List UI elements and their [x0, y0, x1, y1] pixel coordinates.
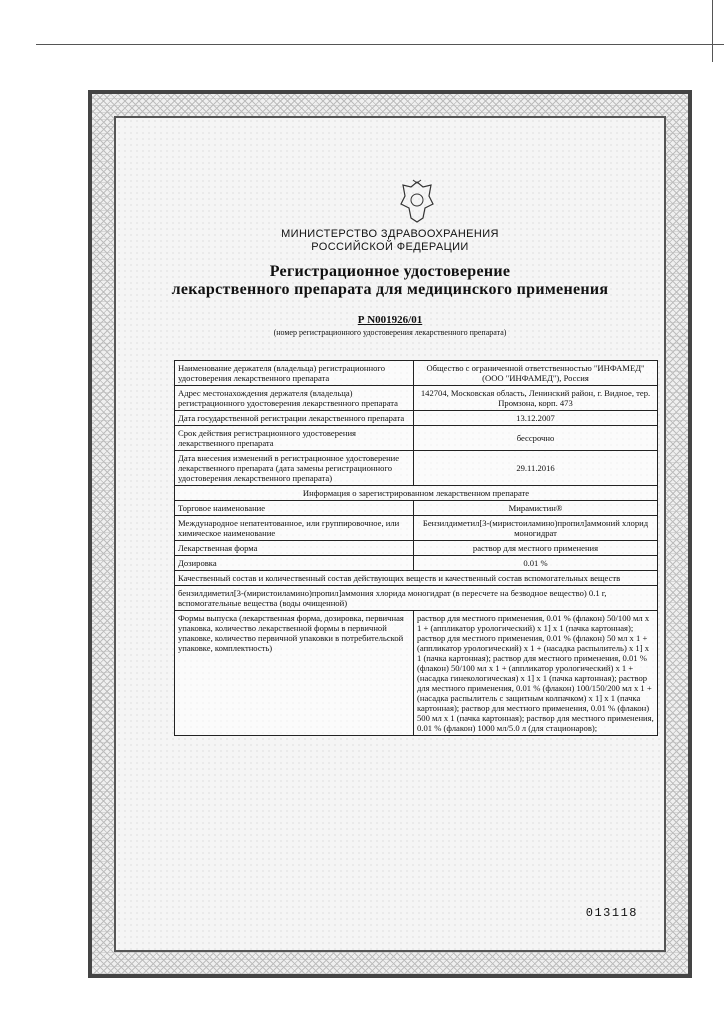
document-title [116, 263, 664, 299]
ministry-name [116, 228, 664, 254]
dosage-form-label: Лекарственная форма [175, 541, 414, 556]
table-row [175, 386, 658, 411]
page-right-rule [712, 0, 713, 62]
table-row [175, 611, 658, 736]
table-row [175, 516, 658, 541]
table-row [175, 571, 658, 586]
reg-date-label: Дата государственной регистрации лекарственного препарата [175, 411, 414, 426]
table-row [175, 451, 658, 486]
registration-number-caption: (номер регистрационного удостоверения лекарственного препарата) [273, 328, 507, 337]
validity-value: бессрочно [414, 426, 658, 451]
certificate-frame [88, 90, 692, 978]
inn-label: Международное непатентованное, или группировочное, или химическое наименование [175, 516, 414, 541]
address-label: Адрес местонахождения держателя (владельца) регистрационного удостоверения лекарственного препарата [175, 386, 414, 411]
change-date-label: Дата внесения изменений в регистрационное удостоверение лекарственного препарата (дата замены регистрационного удостоверения лекарственного препарата) [175, 451, 414, 486]
address-value: 142704, Московская область, Ленинский район, г. Видное, тер. Промзона, корп. 473 [414, 386, 658, 411]
table-row [175, 586, 658, 611]
composition-value: бензилдиметил[3-(миристоиламино)пропил]аммония хлорида моногидрат (в пересчете на безводное вещество) 0.1 г, вспомогательные вещества (воды очищенной) [175, 586, 658, 611]
coat-of-arms-icon [397, 178, 437, 224]
table-row [175, 411, 658, 426]
release-forms-value: раствор для местного применения, 0.01 % (флакон) 50/100 мл х 1 + (аппликатор урологический) х 1] х 1 (пачка картонная); раствор для местного применения, 0.01 % (флакон) 50 мл х 1 + (аппликатор урологический) х 1 + (насадка распылитель) х 1] х 1 (пачка картонная); раствор для местного применения, 0.01 % (флакон) 50/100 мл х 1 + (аппликатор урологический) х 1 + (насадка гинекологическая) х 1] х 1 (пачка картонная); раствор для местного применения, 0.01 % (флакон) 100/150/200 мл х 1 + (насадка распылитель с защитным колпачком) х 1] х 1 (пачка картонная); раствор для местного применения, 0.01 % (флакон) 500 мл х 1 (пачка картонная); раствор для местного применения, 0.01 % (флакон) 1000 мл/5.0 л (для стационаров); [414, 611, 658, 736]
certificate-body [114, 116, 666, 952]
holder-value: Общество с ограниченной ответственностью "ИНФАМЕД" (ООО "ИНФАМЕД"), Россия [414, 361, 658, 386]
trade-name-label: Торговое наименование [175, 501, 414, 516]
serial-number: 013118 [585, 906, 638, 920]
reg-date-value: 13.12.2007 [414, 411, 658, 426]
dosage-label: Дозировка [175, 556, 414, 571]
registration-number: Р N001926/01 [357, 314, 423, 326]
table-row [175, 556, 658, 571]
change-date-value: 29.11.2016 [414, 451, 658, 486]
holder-label: Наименование держателя (владельца) регистрационного удостоверения лекарственного препарата [175, 361, 414, 386]
certificate-table [174, 360, 658, 736]
inn-value: Бензилдиметил[3-(миристоиламино)пропил]аммоний хлорид моногидрат [414, 516, 658, 541]
release-forms-label: Формы выпуска (лекарственная форма, дозировка, первичная упаковка, количество лекарственной формы в первичной упаковке, количество первичной упаковки в потребительской упаковке, комплектность) [175, 611, 414, 736]
validity-label: Срок действия регистрационного удостоверения лекарственного препарата [175, 426, 414, 451]
composition-header: Качественный состав и количественный состав действующих веществ и качественный состав вспомогательных веществ [175, 571, 658, 586]
table-row [175, 541, 658, 556]
table-row [175, 426, 658, 451]
table-row [175, 501, 658, 516]
table-row [175, 486, 658, 501]
info-section-header: Информация о зарегистрированном лекарственном препарате [175, 486, 658, 501]
title-line-2: лекарственного препарата для медицинского применения [171, 281, 609, 298]
page-top-rule [36, 44, 724, 45]
table-row [175, 361, 658, 386]
title-line-1: Регистрационное удостоверение [269, 263, 511, 280]
dosage-value: 0.01 % [414, 556, 658, 571]
dosage-form-value: раствор для местного применения [414, 541, 658, 556]
trade-name-value: Мирамистин® [414, 501, 658, 516]
ministry-line-2: РОССИЙСКОЙ ФЕДЕРАЦИИ [311, 241, 469, 253]
ministry-line-1: МИНИСТЕРСТВО ЗДРАВООХРАНЕНИЯ [281, 228, 499, 240]
